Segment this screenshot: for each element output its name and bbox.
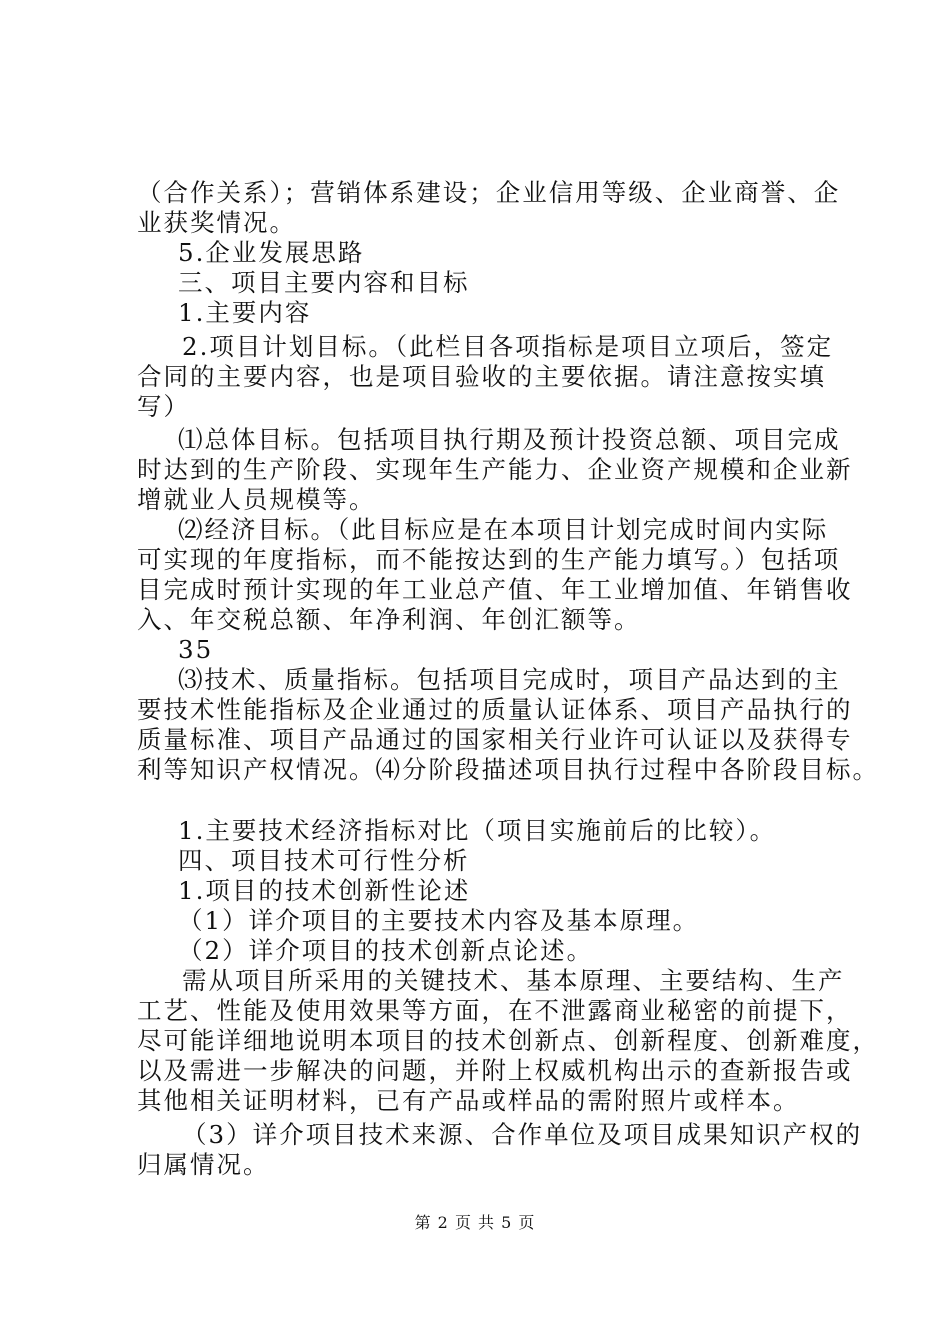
page-footer: 第 2 页 共 5 页 — [414, 1213, 536, 1232]
text-line: 质量标准、项目产品通过的国家相关行业许可认证以及获得专 — [137, 725, 853, 754]
text-line: （合作关系）；营销体系建设；企业信用等级、企业商誉、企 — [137, 178, 841, 207]
text-line: ⑵经济目标。（此目标应是在本项目计划完成时间内实际 — [178, 515, 829, 544]
text-line: 归属情况。 — [137, 1150, 270, 1179]
text-line: 1.主要内容 — [178, 298, 312, 327]
text-line: 目完成时预计实现的年工业总产值、年工业增加值、年销售收 — [137, 575, 853, 604]
text-line: 以及需进一步解决的问题，并附上权威机构出示的查新报告或 — [137, 1056, 853, 1085]
text-line: 写） — [137, 392, 190, 421]
text-line: 1.主要技术经济指标对比（项目实施前后的比较）。 — [178, 816, 777, 845]
text-line: 入、年交税总额、年净利润、年创汇额等。 — [137, 605, 641, 634]
text-line: 业获奖情况。 — [137, 208, 296, 237]
text-line: （3）详介项目技术来源、合作单位及项目成果知识产权的 — [182, 1120, 863, 1149]
section-heading: 三、项目主要内容和目标 — [178, 268, 470, 297]
text-line: ⑶技术、质量指标。包括项目完成时，项目产品达到的主 — [178, 665, 841, 694]
text-line: ⑴总体目标。包括项目执行期及预计投资总额、项目完成 — [178, 425, 841, 454]
text-line: 利等知识产权情况。⑷分阶段描述项目执行过程中各阶段目标。 — [137, 755, 879, 784]
text-line: 5.企业发展思路 — [178, 238, 365, 267]
text-line: 1.项目的技术创新性论述 — [178, 876, 471, 905]
text-line: 其他相关证明材料，已有产品或样品的需附照片或样本。 — [137, 1086, 800, 1115]
text-line: 工艺、性能及使用效果等方面，在不泄露商业秘密的前提下， — [137, 996, 853, 1025]
text-line: 要技术性能指标及企业通过的质量认证体系、项目产品执行的 — [137, 695, 853, 724]
text-line: （1）详介项目的主要技术内容及基本原理。 — [178, 906, 700, 935]
text-line: 尽可能详细地说明本项目的技术创新点、创新程度、创新难度， — [137, 1026, 879, 1055]
text-line: 2.项目计划目标。（此栏目各项指标是项目立项后，签定 — [182, 332, 834, 361]
text-line: 合同的主要内容，也是项目验收的主要依据。请注意按实填 — [137, 362, 826, 391]
section-heading: 四、项目技术可行性分析 — [178, 846, 470, 875]
text-line: 可实现的年度指标，而不能按达到的生产能力填写。）包括项 — [137, 545, 841, 574]
text-line: 增就业人员规模等。 — [137, 485, 376, 514]
text-line: 35 — [178, 635, 214, 664]
text-line: 需从项目所采用的关键技术、基本原理、主要结构、生产 — [182, 966, 845, 995]
text-line: （2）详介项目的技术创新点论述。 — [178, 936, 594, 965]
text-line: 时达到的生产阶段、实现年生产能力、企业资产规模和企业新 — [137, 455, 853, 484]
